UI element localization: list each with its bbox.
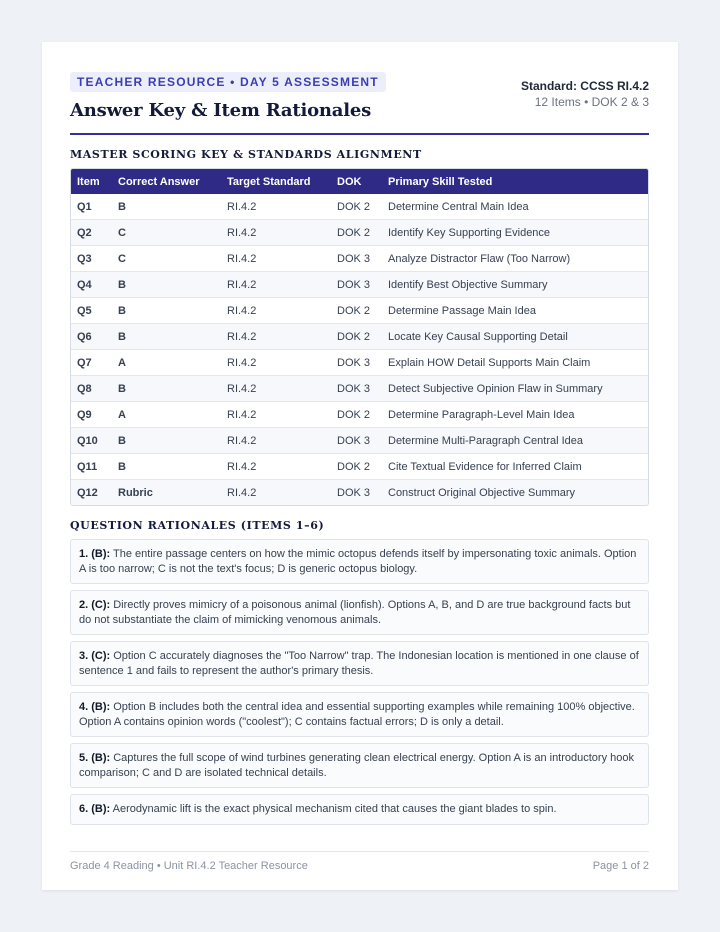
table-row (71, 375, 648, 401)
rationale-card (70, 794, 649, 825)
rationale-card (70, 641, 649, 686)
dok-cell: DOK 3 (331, 271, 382, 297)
skill-cell: Cite Textual Evidence for Inferred Claim (382, 453, 648, 479)
footer-divider (70, 851, 649, 852)
standard-cell: RI.4.2 (221, 245, 331, 271)
standard-cell: RI.4.2 (227, 200, 257, 213)
answer-cell: B (112, 271, 221, 297)
answer-cell: B (112, 427, 221, 453)
table-row (71, 271, 648, 297)
item-cell: Q6 (71, 323, 112, 349)
scoring-key-table (70, 168, 649, 506)
page-content (70, 72, 649, 872)
page-title: Answer Key & Item Rationales (70, 100, 372, 121)
item-cell: Q12 (71, 479, 112, 505)
rationale-text: Captures the full scope of wind turbines generating clean electrical energy. Option A is an introductory hook comparison; C and D are isolated technical details. (79, 752, 634, 779)
item-cell: Q7 (71, 349, 112, 375)
rationale-list (70, 539, 649, 825)
skill-cell: Locate Key Causal Supporting Detail (382, 323, 648, 349)
scoring-key-heading: MASTER SCORING KEY & STANDARDS ALIGNMENT (70, 148, 422, 161)
answer-cell: B (112, 323, 221, 349)
dok-cell: DOK 2 (331, 219, 382, 245)
skill-cell: Identify Best Objective Summary (382, 271, 648, 297)
resource-badge: TEACHER RESOURCE • DAY 5 ASSESSMENT (70, 72, 386, 92)
header-left (70, 72, 386, 121)
answer-cell: B (118, 200, 126, 213)
rationale-card (70, 743, 649, 788)
rationale-card (70, 590, 649, 635)
table-row (71, 479, 648, 505)
rationale-label: 4. (B): (79, 701, 111, 713)
table-row (71, 194, 648, 219)
skill-cell: Detect Subjective Opinion Flaw in Summary (382, 375, 648, 401)
rationale-text: Option C accurately diagnoses the "Too Narrow" trap. The Indonesian location is mentioned in one clause of sentence 1 and fails to represent the author's primary thesis. (79, 650, 639, 677)
item-cell: Q8 (71, 375, 112, 401)
rationale-text: The entire passage centers on how the mimic octopus defends itself by impersonating toxic animals. Option A is too narrow; C is not the text's focus; D is generic octopus biology. (79, 548, 637, 575)
skill-cell: Determine Passage Main Idea (382, 297, 648, 323)
footer-course-label: Grade 4 Reading • Unit RI.4.2 Teacher Resource (70, 859, 308, 872)
column-header-answer: Correct Answer (112, 169, 221, 194)
dok-cell: DOK 2 (331, 401, 382, 427)
answer-cell: C (112, 219, 221, 245)
header-divider (70, 133, 649, 135)
rationale-label: 1. (B): (79, 548, 111, 560)
answer-cell: C (112, 245, 221, 271)
skill-cell: Determine Multi-Paragraph Central Idea (382, 427, 648, 453)
column-header-dok: DOK (331, 169, 382, 194)
rationale-label: 3. (C): (79, 650, 111, 662)
standard-cell: RI.4.2 (221, 375, 331, 401)
dok-cell: DOK 2 (337, 200, 371, 213)
skill-cell: Analyze Distractor Flaw (Too Narrow) (382, 245, 648, 271)
rationale-text: Option B includes both the central idea and essential supporting examples while remaining 100% objective. Option A contains opinion words ("coolest"); C contains factual errors; D is only a detail. (79, 701, 635, 728)
table-row (71, 297, 648, 323)
table-row (71, 427, 648, 453)
dok-cell: DOK 2 (331, 297, 382, 323)
column-header-item: Item (71, 169, 112, 194)
dok-cell: DOK 2 (331, 323, 382, 349)
answer-cell: B (112, 297, 221, 323)
table-body (71, 194, 648, 505)
answer-cell: A (112, 349, 221, 375)
rationale-card (70, 539, 649, 584)
page-header (70, 72, 649, 121)
standard-cell: RI.4.2 (221, 271, 331, 297)
document-page (42, 42, 678, 890)
item-cell: Q2 (71, 219, 112, 245)
answer-cell: B (112, 453, 221, 479)
table-header (71, 169, 648, 194)
page-footer (70, 860, 649, 872)
standard-label: Standard: CCSS RI.4.2 (520, 79, 649, 93)
items-meta: 12 Items • DOK 2 & 3 (534, 95, 649, 109)
skill-cell: Determine Central Main Idea (388, 200, 529, 213)
rationale-label: 6. (B): (79, 803, 111, 815)
dok-cell: DOK 3 (331, 245, 382, 271)
answer-cell: A (112, 401, 221, 427)
column-header-standard: Target Standard (221, 169, 331, 194)
standard-cell: RI.4.2 (221, 453, 331, 479)
answer-cell: B (112, 375, 221, 401)
item-cell: Q5 (71, 297, 112, 323)
dok-cell: DOK 3 (331, 375, 382, 401)
standard-cell: RI.4.2 (221, 323, 331, 349)
skill-cell: Construct Original Objective Summary (382, 479, 648, 505)
standard-cell: RI.4.2 (221, 297, 331, 323)
standard-info (521, 79, 649, 109)
rationale-label: 2. (C): (79, 599, 111, 611)
rationale-text: Directly proves mimicry of a poisonous animal (lionfish). Options A, B, and D are true background facts but do not substantiate the claim of mimicking venomous animals. (79, 599, 631, 626)
item-cell: Q3 (71, 245, 112, 271)
table-row (71, 401, 648, 427)
standard-cell: RI.4.2 (221, 427, 331, 453)
table-row (71, 245, 648, 271)
standard-cell: RI.4.2 (221, 349, 331, 375)
dok-cell: DOK 3 (331, 479, 382, 505)
table-row (71, 453, 648, 479)
standard-cell: RI.4.2 (221, 401, 331, 427)
rationale-card (70, 692, 649, 737)
skill-cell: Identify Key Supporting Evidence (382, 219, 648, 245)
item-cell: Q9 (71, 401, 112, 427)
item-cell: Q4 (71, 271, 112, 297)
table-row (71, 349, 648, 375)
answer-cell: Rubric (112, 479, 221, 505)
item-cell: Q11 (71, 453, 112, 479)
dok-cell: DOK 3 (331, 349, 382, 375)
table-row (71, 219, 648, 245)
rationales-heading: QUESTION RATIONALES (ITEMS 1–6) (70, 519, 325, 532)
standard-cell: RI.4.2 (221, 479, 331, 505)
rationale-text: Aerodynamic lift is the exact physical mechanism cited that causes the giant blades to spin. (112, 803, 557, 815)
standard-cell: RI.4.2 (221, 219, 331, 245)
item-cell: Q10 (71, 427, 112, 453)
column-header-skill: Primary Skill Tested (382, 169, 648, 194)
item-cell: Q1 (77, 200, 92, 213)
dok-cell: DOK 2 (331, 453, 382, 479)
skill-cell: Explain HOW Detail Supports Main Claim (382, 349, 648, 375)
skill-cell: Determine Paragraph-Level Main Idea (382, 401, 648, 427)
rationale-label: 5. (B): (79, 752, 111, 764)
page-number: Page 1 of 2 (592, 859, 649, 872)
table-row (71, 323, 648, 349)
dok-cell: DOK 3 (331, 427, 382, 453)
